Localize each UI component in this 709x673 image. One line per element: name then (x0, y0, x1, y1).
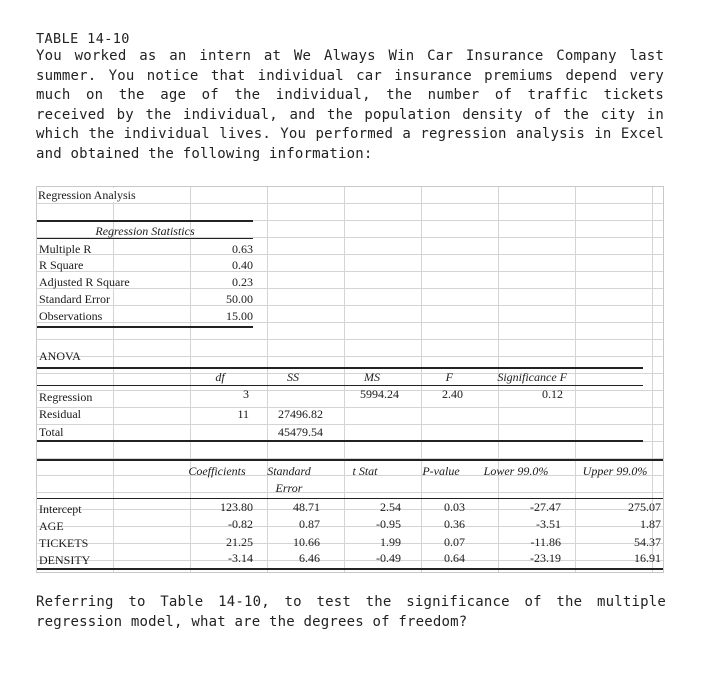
anova-header-df: df (215, 370, 225, 384)
coef-row-label: Intercept (39, 502, 82, 516)
coef-header-error: Error (275, 481, 303, 495)
anova-ms: 5994.24 (360, 387, 399, 401)
stat-value: 0.63 (232, 242, 253, 256)
coef-row-label: TICKETS (39, 536, 89, 550)
coef-se: 48.71 (293, 500, 320, 514)
coef-top-rule (37, 459, 663, 461)
coef-row-label: AGE (39, 519, 64, 533)
anova-row-label: Total (39, 425, 64, 439)
coef-upper: 16.91 (634, 551, 661, 565)
regression-statistics-header: Regression Statistics (95, 224, 195, 238)
regression-output-sheet (36, 186, 664, 573)
coef-row-label: DENSITY (39, 553, 91, 567)
coef-header-coefficients: Coefficients (188, 464, 246, 478)
stat-label: Adjusted R Square (39, 275, 130, 289)
anova-df: 3 (243, 387, 249, 401)
coef-bottom-rule (37, 568, 663, 570)
stats-header-rule (37, 238, 253, 239)
coef-lower: -11.86 (530, 535, 561, 549)
anova-ss: 27496.82 (278, 407, 323, 421)
coef-t: 1.99 (380, 535, 401, 549)
coef-value: -0.82 (228, 517, 253, 531)
coef-se: 6.46 (299, 551, 320, 565)
coef-header-p-value: P-value (422, 464, 460, 478)
stat-value: 50.00 (226, 292, 253, 306)
anova-header-ms: MS (364, 370, 380, 384)
stat-value: 15.00 (226, 309, 253, 323)
coef-lower: -3.51 (536, 517, 561, 531)
table-label: TABLE 14-10 (36, 31, 130, 47)
anova-row-label: Regression (39, 390, 93, 404)
stat-label: R Square (39, 258, 84, 272)
coef-upper: 1.87 (640, 517, 661, 531)
coef-p: 0.64 (444, 551, 465, 565)
coef-t: -0.49 (376, 551, 401, 565)
coef-p: 0.07 (444, 535, 465, 549)
coef-p: 0.03 (444, 500, 465, 514)
stat-label: Observations (39, 309, 103, 323)
coef-header-lower: Lower 99.0% (483, 464, 549, 478)
anova-df: 11 (237, 407, 249, 421)
stats-bottom-rule (37, 326, 253, 328)
problem-intro: You worked as an intern at We Always Win Car Insurance Company last summer. You notice that individual car insurance premiums depend very much on the age of the individual, the number of traffic tickets received by the individual, and the population density of the city in which the individual lives. You performed a regression analysis in Excel and obtained the following information: (36, 48, 664, 162)
coef-se: 10.66 (293, 535, 320, 549)
coef-t: -0.95 (376, 517, 401, 531)
regression-analysis-title: Regression Analysis (38, 188, 140, 202)
question-text: Referring to Table 14-10, to test the significance of the multiple regression model, what are the degrees of freedom? (36, 594, 666, 630)
anova-top-rule (37, 367, 643, 369)
coef-value: 21.25 (226, 535, 253, 549)
anova-header-sig-f: Significance F (497, 370, 567, 384)
coef-header-upper: Upper 99.0% (582, 464, 648, 478)
anova-ss: 45479.54 (278, 425, 323, 439)
stat-value: 0.40 (232, 258, 253, 272)
coef-t: 2.54 (380, 500, 401, 514)
coef-header-standard: Standard (267, 464, 311, 478)
coef-value: -3.14 (228, 551, 253, 565)
stat-label: Standard Error (39, 292, 110, 306)
anova-title: ANOVA (39, 349, 81, 363)
stat-label: Multiple R (39, 242, 92, 256)
anova-row-label: Residual (39, 407, 81, 421)
stats-top-rule (37, 220, 253, 222)
anova-f: 2.40 (442, 387, 463, 401)
anova-header-ss: SS (287, 370, 299, 384)
coef-lower: -27.47 (530, 500, 561, 514)
coef-lower: -23.19 (530, 551, 561, 565)
anova-sig-f: 0.12 (542, 387, 563, 401)
anova-header-f: F (445, 370, 453, 384)
coef-header-t-stat: t Stat (352, 464, 378, 478)
coef-header-rule (37, 498, 663, 499)
anova-header-rule (37, 385, 643, 386)
coef-se: 0.87 (299, 517, 320, 531)
stat-value: 0.23 (232, 275, 253, 289)
coef-p: 0.36 (444, 517, 465, 531)
anova-bottom-rule (37, 440, 643, 442)
coef-upper: 54.37 (634, 535, 661, 549)
coef-value: 123.80 (220, 500, 253, 514)
coef-upper: 275.07 (628, 500, 661, 514)
